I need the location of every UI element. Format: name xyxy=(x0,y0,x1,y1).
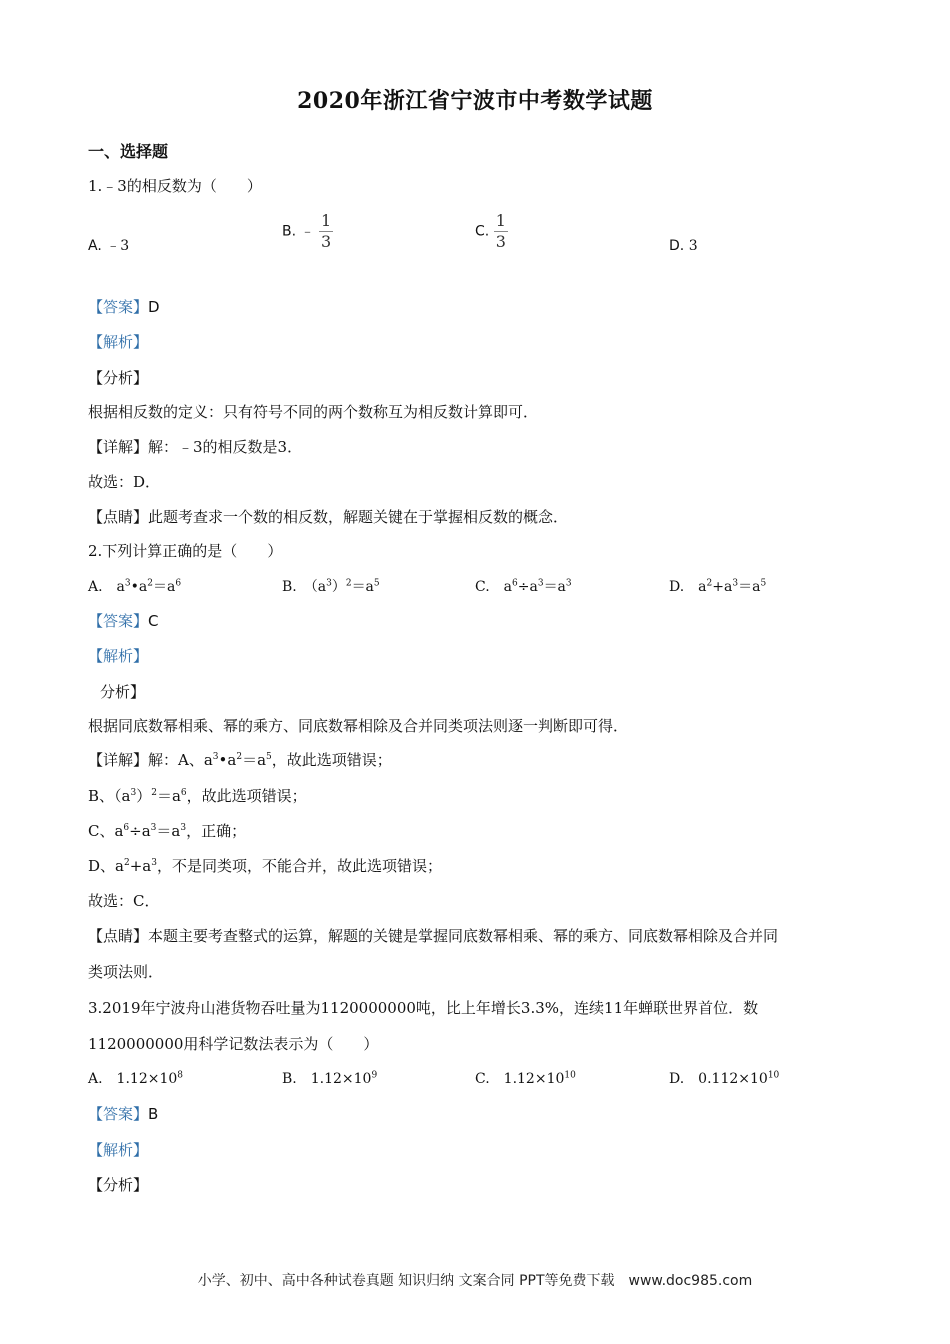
q2-comment-2: 类项法则． xyxy=(88,963,164,981)
page-title: 2020年浙江省宁波市中考数学试题 xyxy=(297,88,653,114)
q3-option-a: A. $1.12\times 10^8$ xyxy=(88,1070,184,1087)
option-label: B. xyxy=(282,223,297,240)
q1-option-c xyxy=(475,212,508,251)
q2-stem: 2.下列计算正确的是（ ） xyxy=(88,542,283,560)
fraction xyxy=(494,212,508,251)
option-sign: ﹣ xyxy=(300,223,315,240)
answer-tag: 【答案】 xyxy=(88,612,149,630)
fraction-denominator: 3 xyxy=(320,232,332,251)
q2-option-b: B. $(a^3)^2=a^5$ xyxy=(282,578,380,595)
detail-suffix: ，正确； xyxy=(186,822,247,840)
answer-value: D xyxy=(148,298,160,316)
q3-stem-1: 3.2019年宁波舟山港货物吞吐量为1120000000吨，比上年增长3.3%，连续11年蝉联世界首位．数 xyxy=(88,999,759,1017)
q2-fenxi-text: 根据同底数幂相乘、幂的乘方、同底数幂相除及合并同类项法则逐一判断即可得． xyxy=(88,717,629,735)
q3-fenxi-tag: 【分析】 xyxy=(88,1176,149,1194)
q1-option-d xyxy=(669,236,698,256)
q2-answer xyxy=(88,611,159,631)
q3-stem-2: 1120000000用科学记数法表示为（ ） xyxy=(88,1035,379,1053)
q3-answer xyxy=(88,1104,158,1124)
q1-option-b xyxy=(282,212,333,251)
q2-detail-a: 【详解】解：A、$a^3•a^2=a^5$，故此选项错误； xyxy=(88,751,392,769)
fraction-numerator: 1 xyxy=(320,211,332,230)
q2-comment-1: 【点睛】本题主要考查整式的运算，解题的关键是掌握同底数幂相乘、幂的乘方、同底数幂相除及合并同 xyxy=(88,927,779,945)
answer-value: C xyxy=(148,612,159,630)
q2-choose: 故选：C． xyxy=(88,892,160,910)
q1-comment: 【点睛】此题考查求一个数的相反数，解题关键在于掌握相反数的概念． xyxy=(88,508,569,526)
option-label: D. xyxy=(669,238,685,254)
fraction-numerator: 1 xyxy=(495,211,506,230)
option-label: C. xyxy=(475,223,490,240)
q3-option-b: B. $1.12\times 10^9$ xyxy=(282,1070,378,1087)
fraction-denominator: 3 xyxy=(495,232,506,251)
q1-detail: 【详解】解：﹣3的相反数是3． xyxy=(88,438,303,456)
fraction xyxy=(319,212,333,251)
q3-option-c: C. $1.12\times 10^{10}$ xyxy=(475,1070,576,1087)
q2-option-c: C. $a^6\div a^3=a^3$ xyxy=(475,578,572,595)
detail-suffix: ，故此选项错误； xyxy=(271,751,392,769)
q1-stem: 1.﹣3的相反数为（ ） xyxy=(88,177,262,195)
q2-detail-d: D、$a^2+a^3$，不是同类项，不能合并，故此选项错误； xyxy=(88,857,442,875)
detail-suffix: ，不是同类项，不能合并，故此选项错误； xyxy=(156,857,442,875)
q1-choose: 故选：D． xyxy=(88,473,161,491)
q2-detail-b: B、$(a^3)^2=a^6$，故此选项错误； xyxy=(88,787,307,805)
q2-option-d: D. $a^2+a^3=a^5$ xyxy=(669,578,767,595)
detail-prefix: 【详解】解：A、 xyxy=(88,751,204,769)
q1-answer xyxy=(88,297,160,317)
q1-analysis-tag: 【解析】 xyxy=(88,333,149,351)
q3-analysis-tag: 【解析】 xyxy=(88,1141,149,1159)
q1-option-a xyxy=(88,236,129,256)
answer-tag: 【答案】 xyxy=(88,1105,149,1123)
option-value: ﹣3 xyxy=(106,238,130,254)
q2-option-a: A. $a^3•a^2=a^6$ xyxy=(88,578,182,595)
q2-fenxi-tag: 分析】 xyxy=(100,683,146,701)
q2-analysis-tag: 【解析】 xyxy=(88,647,149,665)
option-value: 3 xyxy=(688,238,698,254)
q1-fenxi-tag: 【分析】 xyxy=(88,369,149,387)
page-footer: 小学、初中、高中各种试卷真题 知识归纳 文案合同 PPT等免费下载 www.doc985.com xyxy=(197,1273,753,1289)
q1-fenxi-text: 根据相反数的定义：只有符号不同的两个数称互为相反数计算即可． xyxy=(88,403,539,421)
detail-suffix: ，故此选项错误； xyxy=(186,787,307,805)
answer-value: B xyxy=(148,1105,159,1123)
q3-option-d: D. $0.112\times 10^{10}$ xyxy=(669,1070,780,1087)
q2-detail-c: C、$a^6\div a^3=a^3$，正确； xyxy=(88,822,247,840)
answer-tag: 【答案】 xyxy=(88,298,149,316)
section-heading: 一、选择题 xyxy=(88,142,169,161)
option-label: A. xyxy=(88,238,102,254)
